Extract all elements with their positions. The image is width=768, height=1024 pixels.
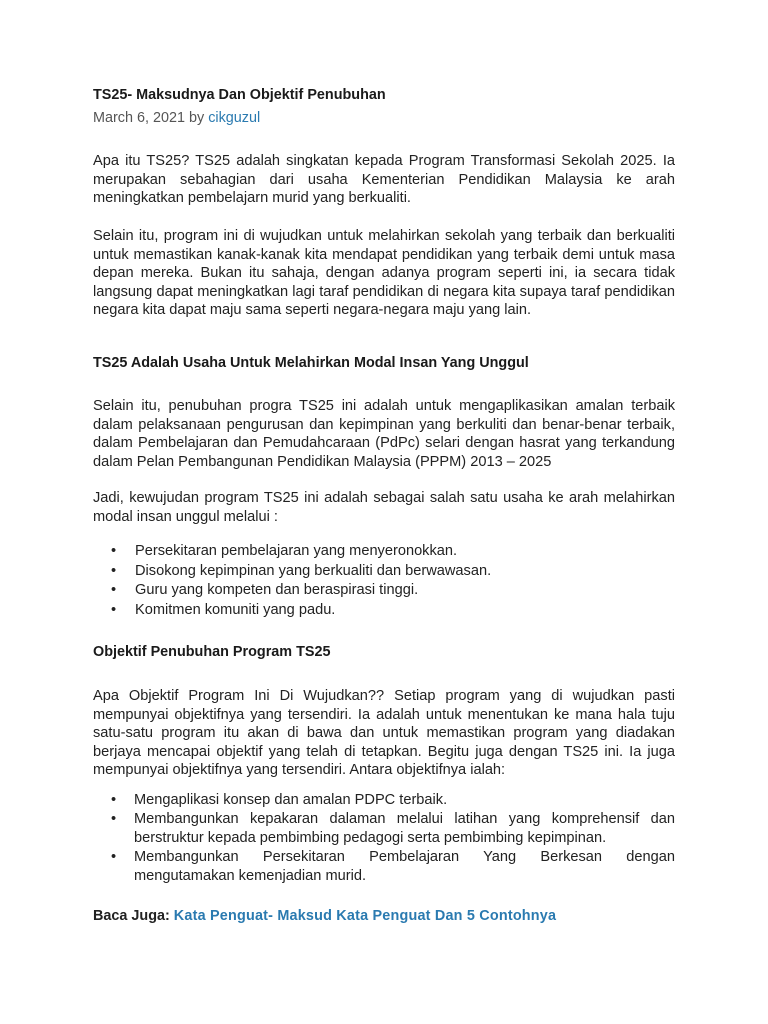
section-heading-objektif: Objektif Penubuhan Program TS25 xyxy=(93,644,331,660)
author-link[interactable]: cikguzul xyxy=(208,110,261,126)
bullet-icon: • xyxy=(111,562,117,579)
bullet-icon: • xyxy=(111,811,117,827)
paragraph-purpose: Selain itu, program ini di wujudkan untuk melahirkan sekolah yang terbaik dan berkualiti untuk memastikan kanak-kanak kita mendapat pendidikan yang terbaik demi untuk masa depan mereka. Bukan itu sahaja, dengan adanya program seperti ini, ia secara tidak langsung dapat meningkatkan lagi taraf pendidikan di negara kita supaya taraf pendidikan negara kita dapat maju sama seperti negara-negara maju yang lain. xyxy=(93,228,675,318)
bullet-icon: • xyxy=(111,849,117,865)
list-item: • Membangunkan kepakaran dalaman melalui latihan yang komprehensif dan berstruktur kepada pembimbing pedagogi serta pembimbing kepimpinan. xyxy=(111,811,675,846)
bullet-icon: • xyxy=(111,543,117,559)
paragraph-intro: Apa itu TS25? TS25 adalah singkatan kepada Program Transformasi Sekolah 2025. Ia merupakan sebahagian dari usaha Kementerian Pendidikan Malaysia ke arah meningkatkan pembelajarn murid yang berkualiti. xyxy=(93,153,675,206)
list-item: • Persekitaran pembelajaran yang menyeronokkan. xyxy=(93,542,675,562)
article-meta xyxy=(93,110,675,126)
list-modal-insan xyxy=(93,542,675,620)
see-also xyxy=(93,908,675,924)
bullet-icon: • xyxy=(111,601,117,618)
see-also-label: Baca Juga: xyxy=(93,908,170,924)
article-title: TS25- Maksudnya Dan Objektif Penubuhan xyxy=(93,87,386,103)
list-item: • Mengaplikasi konsep dan amalan PDPC terbaik. xyxy=(111,792,448,808)
bullet-icon: • xyxy=(111,582,117,598)
paragraph-objektif: Apa Objektif Program Ini Di Wujudkan?? Setiap program yang di wujudkan pasti mempunyai objektifnya yang tersendiri. Ia adalah untuk menentukan ke mana hala tuju satu-satu program itu akan di bawa dan untuk memastikan program yang diadakan berjaya mencapai objektif yang telah di tetapkan. Begitu juga dengan TS25 ini. Ia juga mempunyai objektifnya yang tersendiri. Antara objektifnya ialah: xyxy=(93,688,675,778)
paragraph-penubuhan: Selain itu, penubuhan progra TS25 ini adalah untuk mengaplikasikan amalan terbaik dalam pelaksanaan pengurusan dan kepimpinan yang berkuliti dan benar-benar terbaik, dalam Pembelajaran dan Pemudahcaraan (PdPc) selari dengan hasrat yang terkandung dalam Pelan Pembangunan Pendidikan Malaysia (PPPM) 2013 – 2025 xyxy=(93,398,675,470)
by-label: by xyxy=(189,110,205,126)
see-also-link[interactable]: Kata Penguat- Maksud Kata Penguat Dan 5 Contohnya xyxy=(173,908,557,924)
paragraph-kewujudan: Jadi, kewujudan program TS25 ini adalah sebagai salah satu usaha ke arah melahirkan modal insan unggul melalui : xyxy=(93,490,675,525)
list-item: • Komitmen komuniti yang padu. xyxy=(93,601,675,621)
bullet-icon: • xyxy=(111,792,117,808)
list-objektif xyxy=(93,791,675,886)
list-item: • Membangunkan Persekitaran Pembelajaran Yang Berkesan dengan mengutamakan kemenjadian murid. xyxy=(111,849,675,884)
post-date: March 6, 2021 xyxy=(93,110,185,126)
section-heading-modal-insan: TS25 Adalah Usaha Untuk Melahirkan Modal Insan Yang Unggul xyxy=(93,355,529,371)
list-item: • Guru yang kompeten dan beraspirasi tinggi. xyxy=(93,581,675,601)
list-item: • Disokong kepimpinan yang berkualiti dan berwawasan. xyxy=(93,562,675,582)
